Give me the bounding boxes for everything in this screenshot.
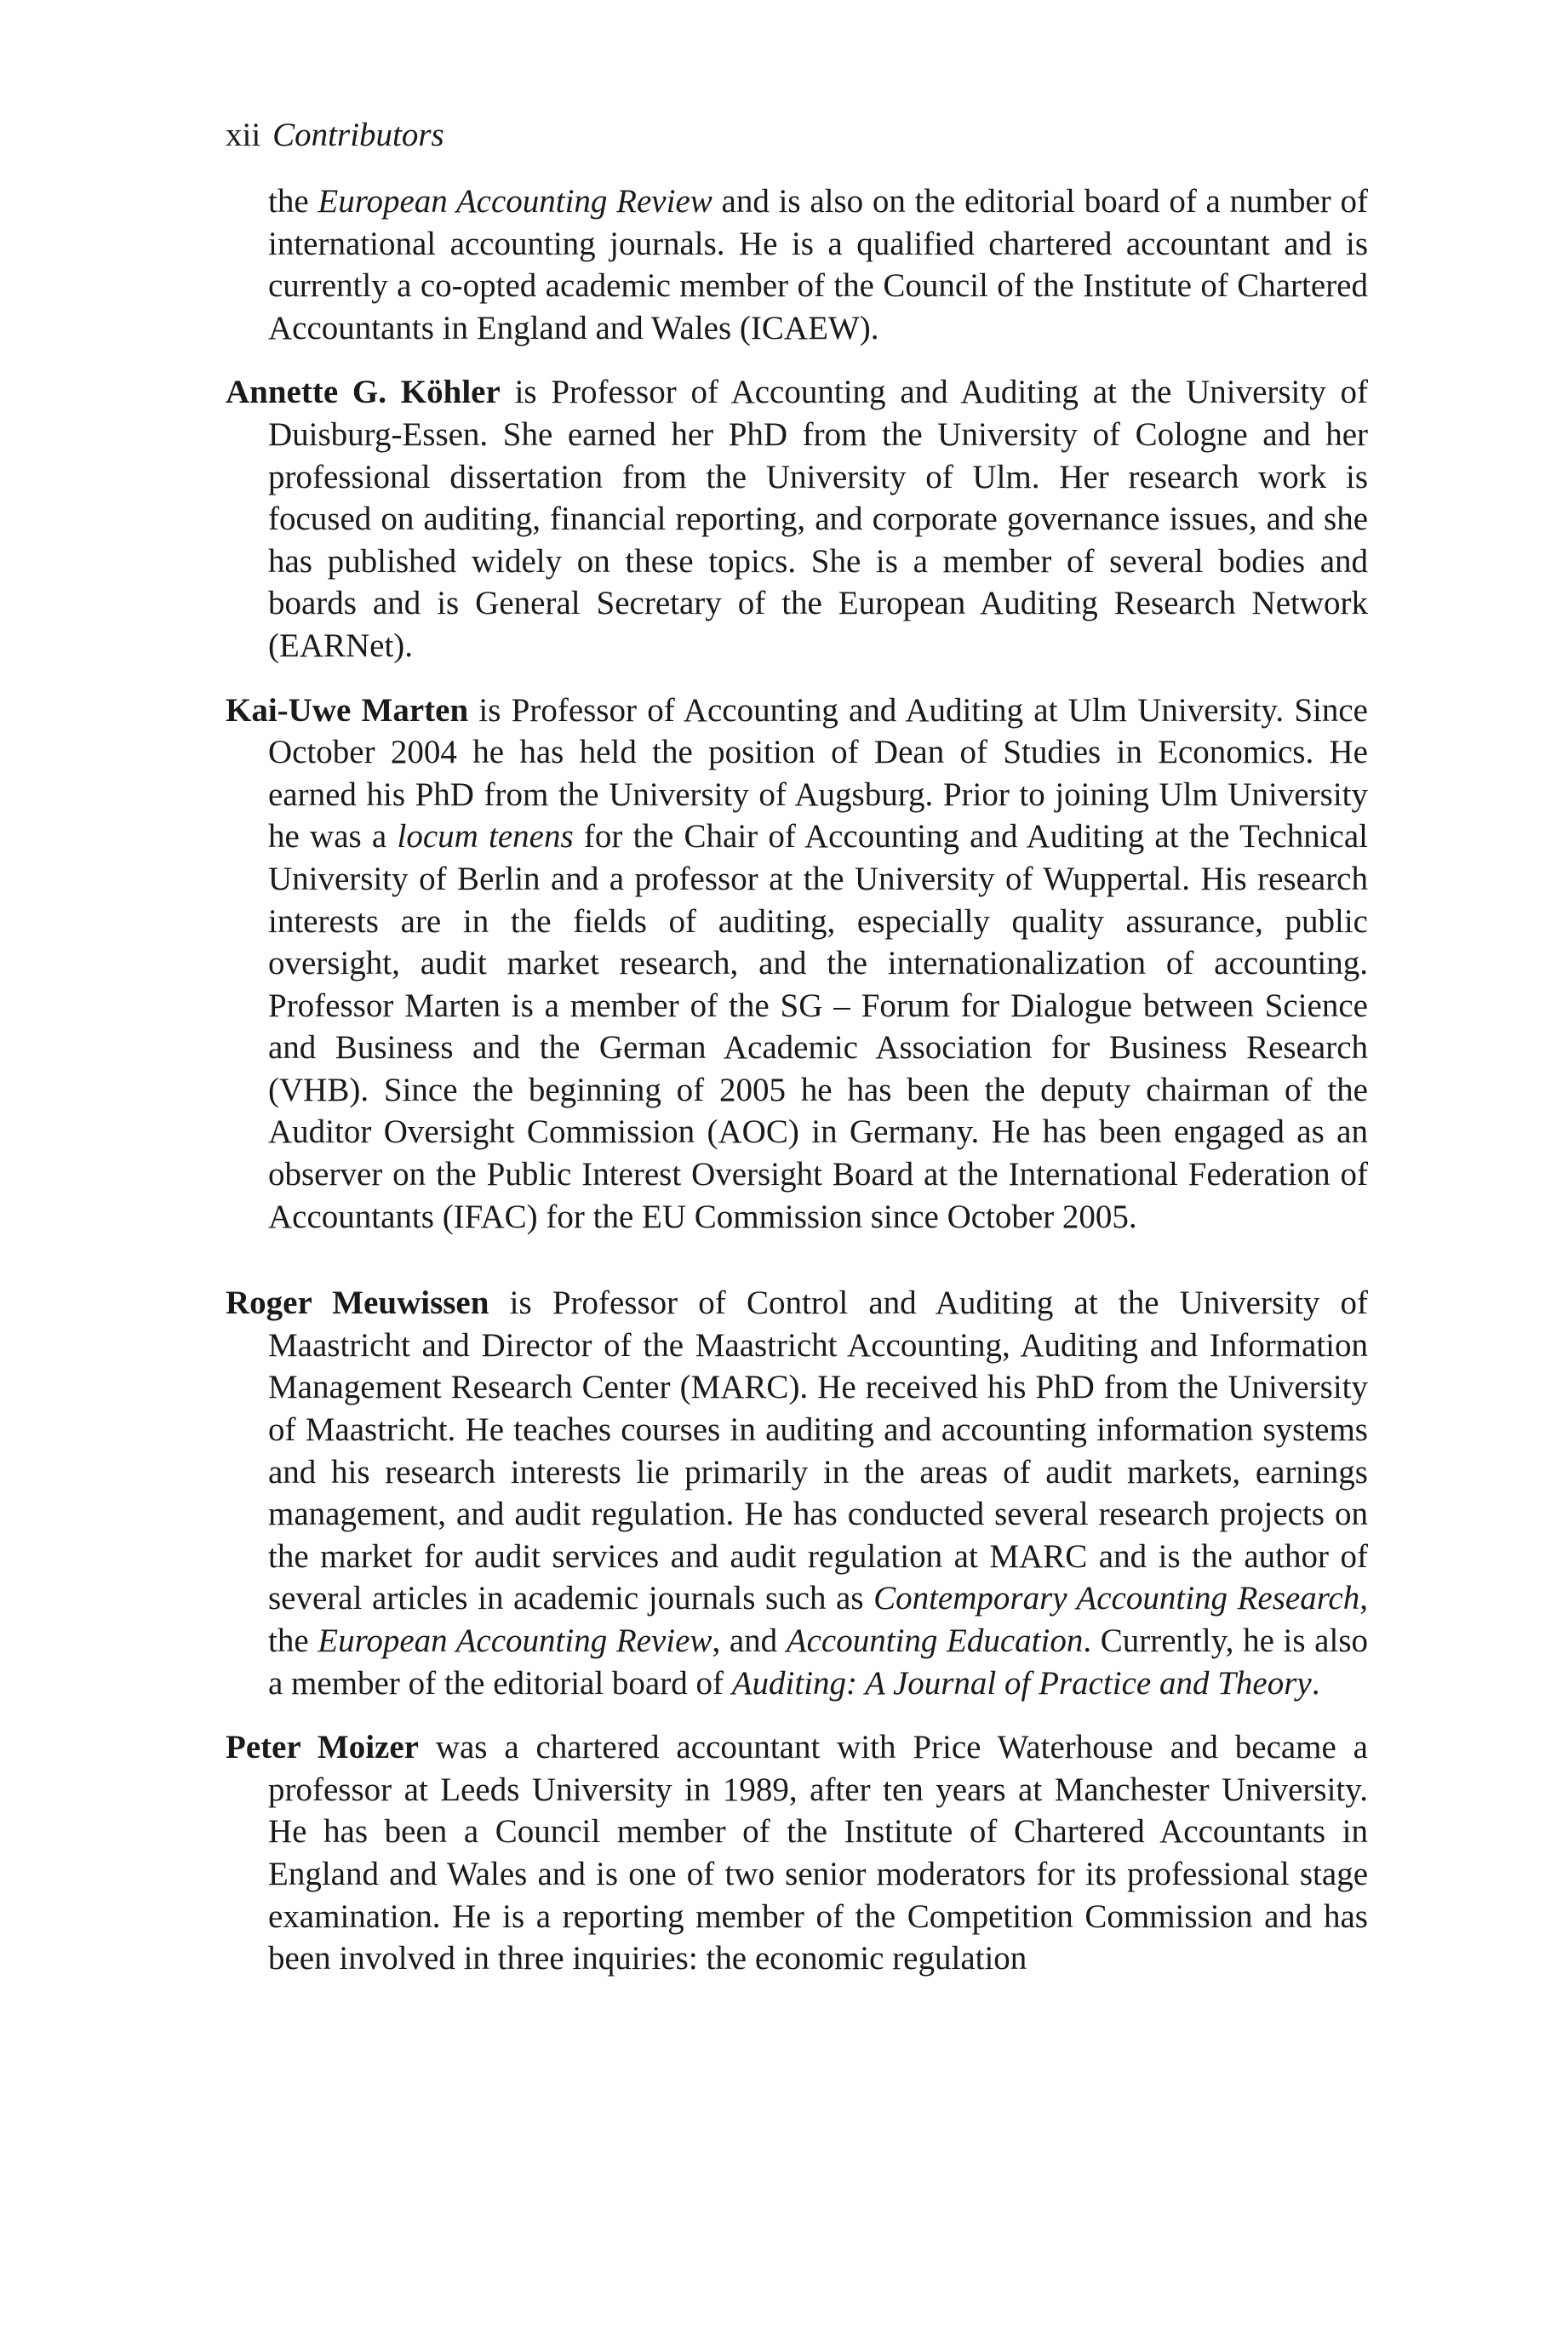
contributor-bio-2: for the Chair of Accounting and Auditing at the Technical University of Berlin and a professor at the University of Wuppertal. His research interests are in the fields of auditing, especially quality assurance, public oversight, audit market research, and the internationalization of accounting. Professor Marten is a member of the SG – Forum for Dialogue between Science and Business and the German Academic Association for Business Research (VHB). Since the beginning of 2005 he has been the deputy chairman of the Auditor Oversight Commission (AOC) in Germany. He has been engaged as an observer on the Public Interest Oversight Board at the International Federation of Accountants (IFAC) for the EU Commission since October 2005.: [268, 818, 1368, 1235]
contributor-name: Annette G. Köhler: [226, 374, 501, 411]
contributor-bio-1: is Professor of Control and Auditing at the University of Maastricht and Director of the Maastricht Accounting, Auditing and Information Management Research Center (MARC). He received his PhD from the University of Maastricht. He teaches courses in auditing and accounting information systems and his research interests lie primarily in the areas of audit markets, earnings management, and audit regulation. He has conducted several research projects on the market for audit services and audit regulation at MARC and is the author of several articles in academic journals such as: [268, 1285, 1368, 1617]
page-number: xii: [226, 117, 261, 153]
journal-title: European Accounting Review: [318, 1622, 712, 1659]
entry-kohler: [226, 371, 1368, 667]
contributor-name: Peter Moizer: [226, 1729, 419, 1766]
contributor-bio-4: . Currently, he is also a member of the editorial board of: [268, 1622, 1368, 1702]
contributors-list: [226, 180, 1368, 1980]
journal-title: Contemporary Accounting Research: [873, 1580, 1360, 1617]
section-title: Contributors: [272, 117, 444, 153]
contributor-bio-2: , the: [268, 1580, 1368, 1659]
latin-term: locum tenens: [397, 818, 574, 856]
running-head: [226, 114, 444, 157]
journal-title: Auditing: A Journal of Practice and Theory: [731, 1664, 1312, 1702]
continuation-text-1: the: [268, 183, 318, 220]
contributor-name: Kai-Uwe Marten: [226, 691, 469, 729]
contributor-bio-3: , and: [712, 1622, 787, 1659]
contributor-bio: was a chartered accountant with Price Waterhouse and became a professor at Leeds University in 1989, after ten years at Manchester University. He has been a Council member of the Institute of Chartered Accountants in England and Wales and is one of two senior moderators for its professional stage examination. He is a reporting member of the Competition Commission and has been involved in three inquiries: the economic regulation: [268, 1729, 1368, 1977]
contributor-bio: is Professor of Accounting and Auditing at the University of Duisburg-Essen. She earned her PhD from the University of Cologne and her professional dissertation from the University of Ulm. Her research work is focused on auditing, financial reporting, and corporate governance issues, and she has published widely on these topics. She is a member of several bodies and boards and is General Secretary of the European Auditing Research Network (EARNet).: [268, 374, 1368, 664]
entry-continuation: [226, 180, 1368, 349]
contributor-name: Roger Meuwissen: [226, 1285, 489, 1322]
entry-marten: [226, 690, 1368, 1239]
contributor-bio-1: is Professor of Accounting and Auditing at Ulm University. Since October 2004 he has held the position of Dean of Studies in Economics. He earned his PhD from the University of Augsburg. Prior to joining Ulm University he was a: [268, 691, 1368, 856]
entry-meuwissen: [226, 1282, 1368, 1704]
entry-moizer: [226, 1726, 1368, 1980]
journal-title: European Accounting Review: [318, 183, 712, 220]
journal-title: Accounting Education: [786, 1622, 1084, 1659]
continuation-text-2: and is also on the editorial board of a number of international accounting journals. He is a qualified chartered accountant and is currently a co-opted academic member of the Council of the Institute of Chartered Accountants in England and Wales (ICAEW).: [268, 183, 1368, 346]
contributor-bio-5: .: [1311, 1664, 1320, 1702]
